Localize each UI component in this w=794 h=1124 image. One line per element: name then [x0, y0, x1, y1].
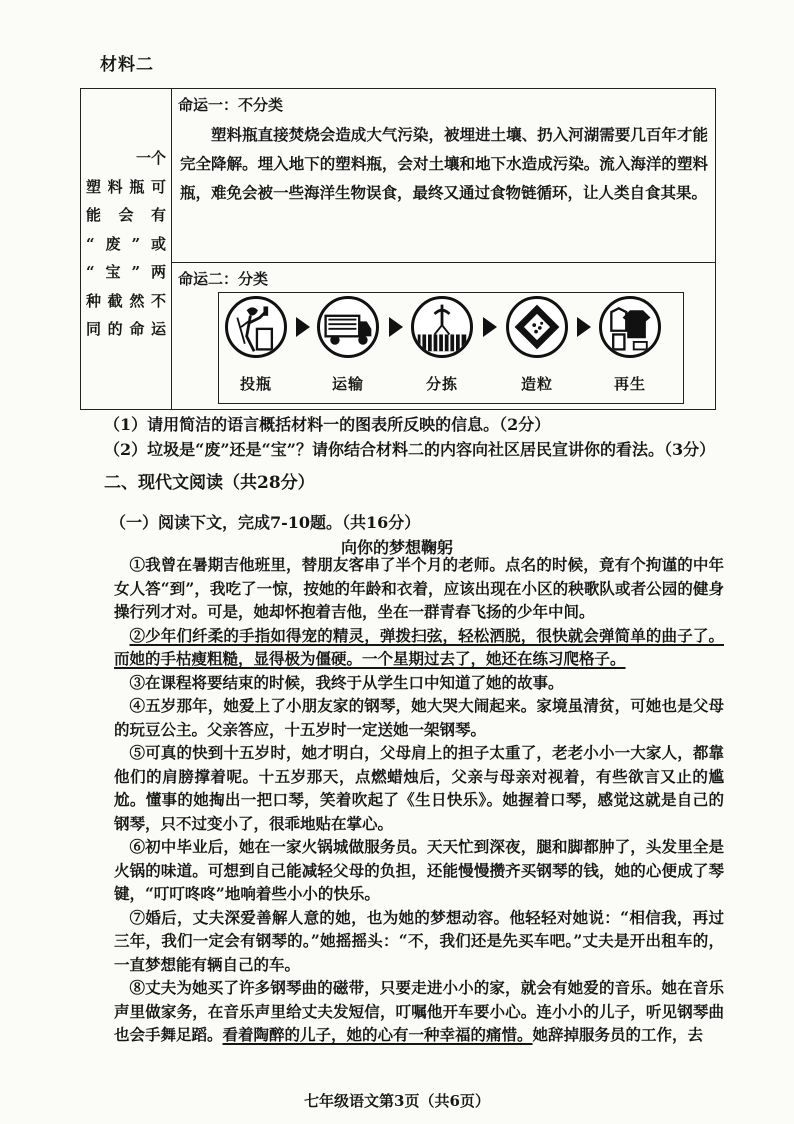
- recycling-process-diagram: [218, 292, 684, 404]
- fate1-body: 塑料瓶直接焚烧会造成大气污染，被埋进土壤、扔入河湖需要几百年才能完全降解。埋入地下的塑料瓶，会对土壤和地下水造成污染。流入海洋的塑料瓶，难免会被一些海洋生物误食，最终又通过食物链循环，让人类自食其果。: [180, 125, 708, 202]
- truck-icon: [317, 296, 379, 358]
- paragraph-3: ③在课程将要结束的时候，我终于从学生口中知道了她的故事。: [129, 672, 564, 692]
- paragraph-8-text-a: ⑧丈夫为她买了许多钢琴曲的磁带，只要走进小小的家，就会有她爱的音乐。她在音乐声里做家务，在音乐声里给丈夫发短信，叮嘱他开车要小心。连小小的儿子，听见钢琴曲也会手舞足蹈。: [114, 978, 724, 1044]
- left-cell-text: [82, 144, 170, 344]
- arrow-icon: [389, 317, 403, 337]
- left-cell-line: 种截然不: [86, 291, 166, 310]
- left-cell-line: 能会有: [86, 206, 166, 224]
- granule-icon: [506, 296, 568, 358]
- underlined-sentence-a: ②少年们纤柔的手指如得宠的精灵，弹拨扫弦，轻松洒脱，很快就会弹简单的曲子了。: [129, 625, 724, 645]
- material-title: 材料二: [100, 55, 154, 75]
- article-body: [114, 553, 724, 1047]
- sorting-icon: [411, 296, 473, 358]
- underlined-sentence-b: 而她的手枯瘦粗糙，显得极为僵硬。一个星期过去了，她还在练习爬格子。: [114, 649, 626, 668]
- left-cell-line: “废”或: [86, 234, 166, 253]
- fate1-title: 命运一：不分类: [178, 96, 284, 114]
- paragraph-8: [114, 976, 724, 1047]
- question-2: （2）垃圾是“废”还是“宝”？请你结合材料二的内容向社区居民宣讲你的看法。（3分）: [104, 440, 716, 459]
- arrow-icon: [483, 317, 497, 337]
- recycled-products-icon: [599, 296, 661, 358]
- section-title: 二、现代文阅读（共28分）: [104, 473, 315, 493]
- left-cell-line: 同的命运: [86, 320, 166, 338]
- step-label-regenerate: 再生: [613, 375, 646, 393]
- step-label-transport: 运输: [331, 375, 364, 393]
- paragraph-7: ⑦婚后，丈夫深爱善解人意的她，也为她的梦想动容。他轻轻对她说：“相信我，再过三年，我们一定会有钢琴的。”她摇摇头：“不，我们还是先买车吧。”丈夫是开出租车的，一直梦想能有辆自己的车。: [114, 907, 724, 974]
- paragraph-1: ①我曾在暑期吉他班里，替朋友客串了半个月的老师。点名的时候，竟有个拘谨的中年女人答“到”，我吃了一惊，按她的年龄和衣着，应该出现在小区的秧歌队或者公园的健身操行列才对。可是，她却怀抱着吉他，坐在一群青春飞扬的少年中间。: [114, 555, 724, 621]
- table-left-cell: [80, 88, 172, 410]
- step-granule: [502, 296, 572, 394]
- left-cell-line: 一个: [135, 149, 166, 167]
- step-throw: [221, 296, 291, 394]
- paragraph-8-text-b: 她辞掉服务员的工作，去: [532, 1025, 704, 1044]
- step-sorting: [407, 296, 477, 394]
- throw-bottle-icon: [225, 296, 287, 358]
- subsection-title: （一）阅读下文，完成7-10题。（共16分）: [110, 513, 421, 532]
- article-title: 向你的梦想鞠躬: [340, 538, 453, 557]
- paragraph-6: ⑥初中毕业后，她在一家火锅城做服务员。天天忙到深夜，腿和脚都肿了，头发里全是火锅的味道。可想到自己能减轻父母的负担，还能慢慢攒齐买钢琴的钱，她的心便成了琴键，“叮叮咚咚”地响着些小小的快乐。: [114, 837, 724, 903]
- step-label-sorting: 分拣: [425, 375, 458, 393]
- question-1: （1）请用简洁的语言概括材料一的图表所反映的信息。（2分）: [104, 415, 551, 434]
- step-label-granule: 造粒: [520, 375, 553, 393]
- arrow-icon: [577, 317, 591, 337]
- step-regenerate: [595, 296, 665, 394]
- paragraph-4: ④五岁那年，她爱上了小朋友家的钢琴，她大哭大闹起来。家境虽清贫，可她也是父母的玩豆公主。父亲答应，十五岁时一定送她一架钢琴。: [114, 696, 724, 739]
- arrow-icon: [296, 317, 310, 337]
- step-label-throw: 投瓶: [239, 375, 272, 393]
- step-transport: [313, 296, 383, 394]
- left-cell-line: “宝”两: [86, 263, 166, 281]
- page-footer: 七年级语文第3页（共6页）: [304, 1092, 490, 1110]
- paragraph-2: [114, 624, 724, 671]
- underlined-sentence-c: 看着陶醉的儿子，她的心有一种幸福的痛惜。: [222, 1025, 533, 1044]
- paragraph-5: ⑤可真的快到十五岁时，她才明白，父母肩上的担子太重了，老老小小一大家人，都靠他们的肩膀撑着呢。十五岁那天，点燃蜡烛后，父亲与母亲对视着，有些欲言又止的尴尬。懂事的她掏出一把口琴，笑着吹起了《生日快乐》。她握着口琴，感觉这就是自己的钢琴，只不过变小了，很乖地贴在掌心。: [114, 743, 724, 833]
- fate2-title: 命运二：分类: [178, 270, 269, 288]
- left-cell-line: 塑料瓶可: [86, 177, 166, 196]
